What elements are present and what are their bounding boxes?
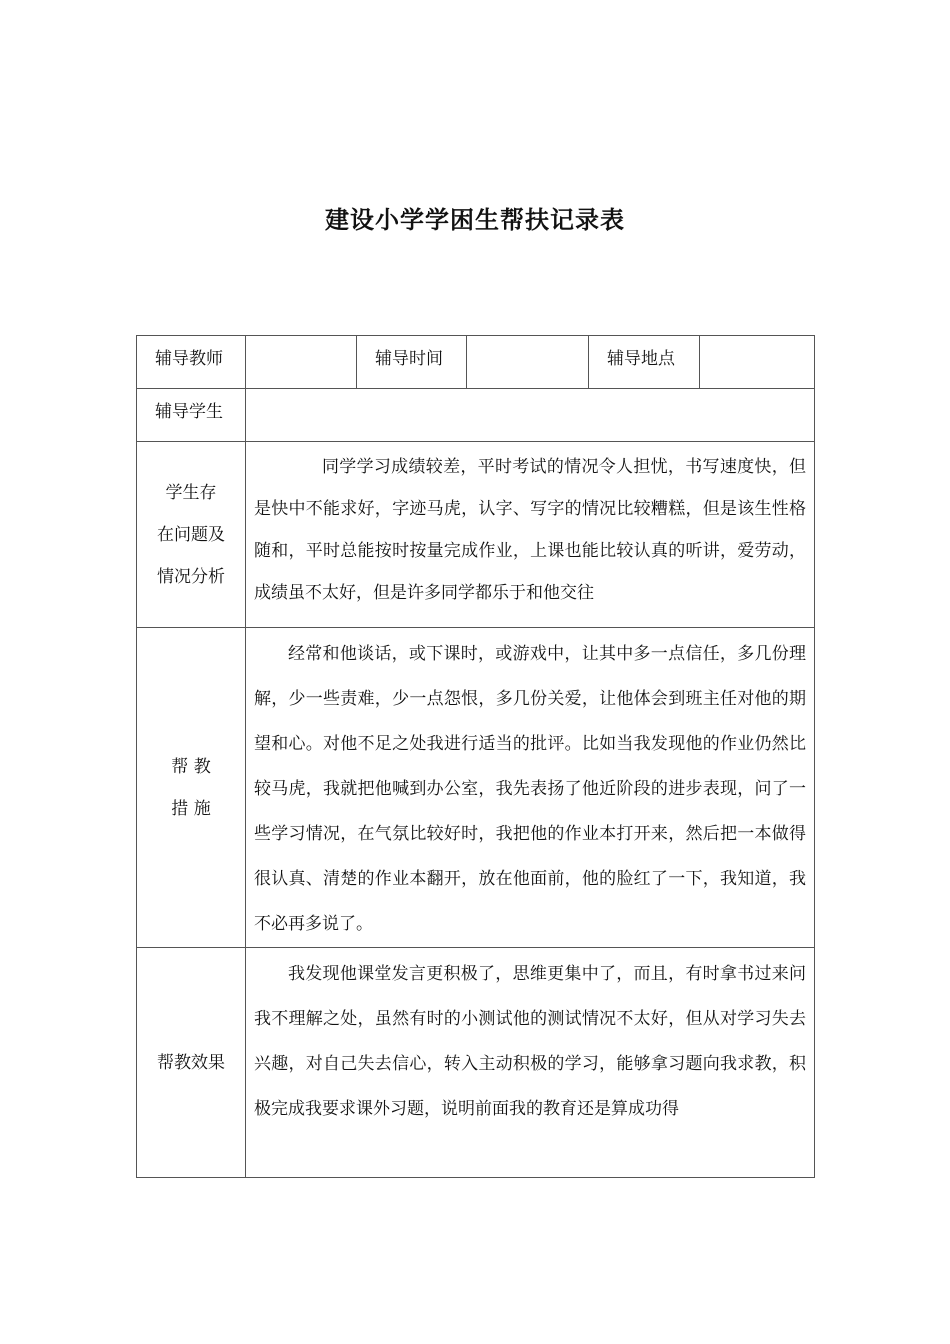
measures-label-line: 措 施 <box>171 798 211 819</box>
record-table <box>136 335 815 1178</box>
table-row <box>137 628 815 948</box>
measures-text: 经常和他谈话，或下课时，或游戏中，让其中多一点信任，多几份理解，少一些责难，少一点怨恨，多几份关爱，让他体会到班主任对他的期望和心。对他不足之处我进行适当的批评。比如当我发现他的作业仍然比较马虎，我就把他喊到办公室，我先表扬了他近阶段的进步表现，问了一些学习情况，在气氛比较好时，我把他的作业本打开来，然后把一本做得很认真、清楚的作业本翻开，放在他面前，他的脸红了一下，我知道，我不必再多说了。 <box>246 628 815 948</box>
effect-label: 帮教效果 <box>137 948 246 1178</box>
table-row <box>137 442 815 628</box>
problem-label-line: 学生存 <box>165 482 217 503</box>
problem-label <box>137 442 246 628</box>
table-row <box>137 948 815 1178</box>
problem-text: 同学学习成绩较差，平时考试的情况令人担忧，书写速度快，但是快中不能求好，字迹马虎，认字、写字的情况比较糟糕，但是该生性格随和，平时总能按时按量完成作业，上课也能比较认真的听讲，爱劳动，成绩虽不太好，但是许多同学都乐于和他交往 <box>246 442 815 628</box>
time-value-cell <box>467 336 589 389</box>
measures-label-line: 帮 教 <box>171 756 211 777</box>
table-row <box>137 389 815 442</box>
time-label: 辅导时间 <box>357 336 467 389</box>
effect-text: 我发现他课堂发言更积极了，思维更集中了，而且，有时拿书过来问我不理解之处，虽然有时的小测试他的测试情况不太好，但从对学习失去兴趣，对自己失去信心，转入主动积极的学习，能够拿习题向我求教，积极完成我要求课外习题，说明前面我的教育还是算成功得 <box>246 948 815 1178</box>
measures-label <box>137 628 246 948</box>
place-value-cell <box>700 336 815 389</box>
problem-label-line: 情况分析 <box>157 566 225 587</box>
student-label: 辅导学生 <box>137 389 246 442</box>
problem-label-line: 在问题及 <box>157 524 225 545</box>
page-title: 建设小学学困生帮扶记录表 <box>325 205 625 234</box>
teacher-label: 辅导教师 <box>137 336 246 389</box>
student-value-cell <box>246 389 815 442</box>
teacher-value-cell <box>246 336 357 389</box>
table-row <box>137 336 815 389</box>
place-label: 辅导地点 <box>589 336 700 389</box>
